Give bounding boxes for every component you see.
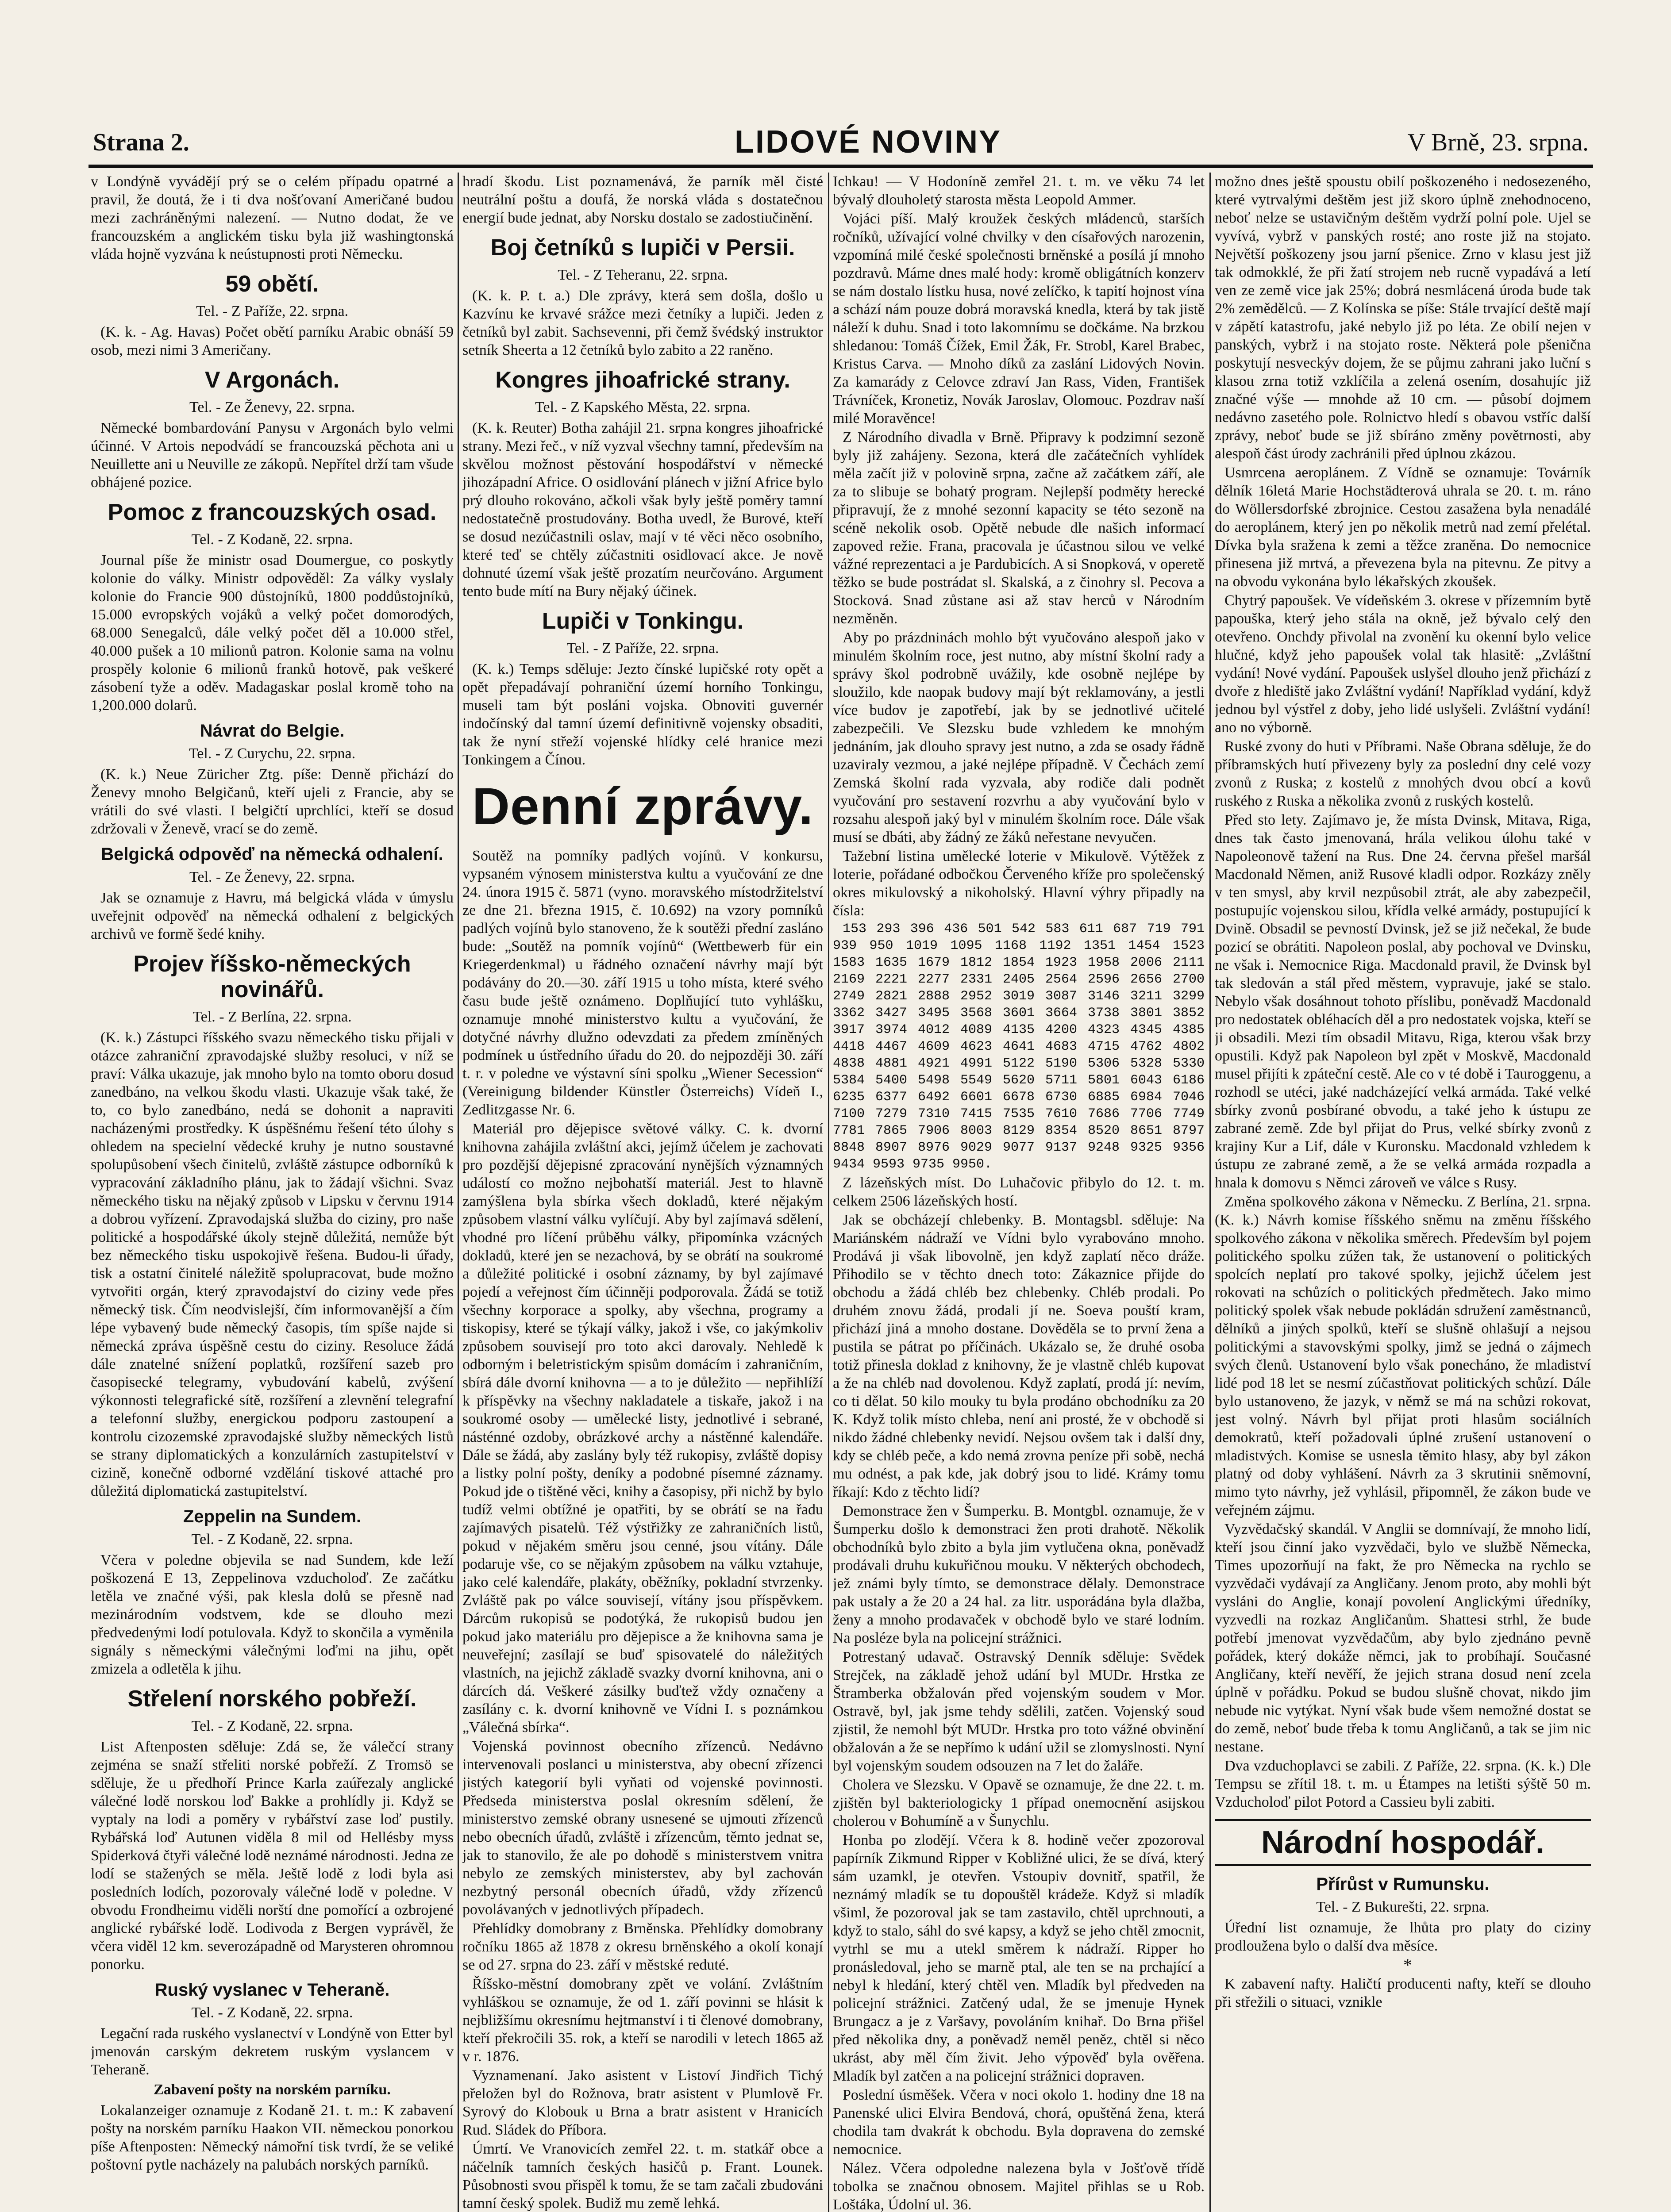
headline: V Argonách. — [204, 367, 340, 393]
dateline: Tel. - Z Paříže, 22. srpna. — [196, 303, 349, 319]
dateline: Tel. - Z Curychu, 22. srpna. — [189, 745, 356, 762]
dateline: Tel. - Z Kodaně, 22. srpna. — [191, 531, 353, 548]
dateline: Tel. - Z Paříže, 22. srpna. — [566, 640, 719, 657]
article-text: Journal píše že ministr osad Doumergue, co poskytly kolonie do války. Ministr odpověděl: Za války vyslaly kolonie do Francie 900 důstojníků, 1800 poddůstojníků, 15.000 evropských vojáků a velký počet domorodých, 68.000 Senegalců, dále velký počet děl a 10.000 střel, 40.000 pušek a 10 milionů patron. Kolonie sama na volnu prospěly kolonie 6 milionů franků hotově, pak veškeré zásobení tyže a oděv. Madagaskar poslal kromě toho na 1,200.000 dolarů. — [91, 552, 454, 714]
headline: Kongres jihoafrické strany. — [495, 367, 790, 393]
news-item: Materiál pro dějepisce světové války. C. k. dvorní knihovna zahájila zvláštní akci, jejímž účelem je zachovati pro pozdější dějepisné zpracování nynějších významných událostí co možno nejbohatší materiál. Jest to hlavně zamýšlena byla sbírka všech dokladů, které nějakým způsobem vlastní válku vylíčují. Aby byl zajímavá sdělení, vhodné pro líčení průběhu války, připomínka vzácných dokladů, které jen se nezachová, by se obrátí na soukromé a důležité politické i osobní záznamy, by byl zajímavé pojedí a veřejnost čím účinněji podporovala. Žádá se totiž všechny korporace a spolky, aby všechna, programy a tiskopisy, které se týkají války, jakož i vše, co jakýmkoliv způsobem souvisejí pro toto akci darovaly. Nehledě k odborným i beletristickým spisům domácím i zahraničním, sbírá dále dvorní knihovna — a to je důležito — nepřihlíží k příspěvky na všechny nakladatele a tiskaře, jakož i na soukromé osoby — umělecké listy, jednotlivé i sebrané, násténné ozdoby, obrázkové archy a nástěnné kalendáře. Dále se žádá, aby zaslány byly též rukopisy, zvláště dopisy a listky polní pošty, deníky a podobné písemné záznamy. Pokud jde o tištěné věci, knihy a časopisy, při nichž by bylo tudíž velmi obtížné je opatřiti, by se obrátí se na řadu zajímavých pisatelů. Též výstřižky ze zahraničních listů, pokud v nějakém směru jsou cenné, jsou vítány. Dále podaruje vše, co se nějakým způsobem na válku vztahuje, jako celé kalendáře, plakáty, oběžníky, pokladní stvrzenky. Zvláště pak po válce souvisejí, vítány jsou příspěvkem. Dárcům rukopisů se podotýká, že rukopisů budou jen pokud jako materiálu pro dějepisce a že knihovna sama je neuveřejní; zasílají se buď spisovatelé do náležitých vlastních, na jejichž základě svazky dvorní knihovna, ani o dárcích dá. Veškeré zásilky buďtež vždy označeny a zasílány c. k. dvorní knihovně ve Vídni I. s poznámkou „Válečná sbírka“. — [462, 1121, 823, 1736]
article-text: List Aftenposten sděluje: Zdá se, že válečcí strany zejména se snaží střeliti norské pobřeží. Z Tromsö se sděluje, že u předhoří Prince Karla zaúřezaly anglické válečné lodě norskou loď Bakke a prohlídly ji. Když se vyptaly na lodi a poměry v rybářství zase loď pustily. Rybářská loď Autunen viděla 8 mil od Hellésby myss Spiderková čtyři válečné lodě neznámé národnosti. Jedna ze lodí se stažených se měla. Ještě lodě z lodi byla asi posledních lodích, pozorovaly válečné lodě v poledne. V obvodu Frondheimu viděli norští dne pomořící a ozbrojené anglické rybářské lodě. Lodivoda z Bergen vyprávěl, že včera viděl 12 km. severozápadně od Marysteren ohromnou ponorku. — [91, 1739, 454, 1973]
news-item: K zabavení nafty. Haličtí producenti nafty, kteří se dlouho při střežili o situaci, vznikle — [1215, 1976, 1591, 2010]
dateline: Tel. - Z Teheranu, 22. srpna. — [558, 267, 728, 283]
lottery-numbers: 153 293 396 436 501 542 583 611 687 719 791 939 950 1019 1095 1168 1192 1351 1454 1523 1583 1635 1679 1812 1854 1923 1958 2006 2111 2169 2221 2277 2331 2405 2564 2596 2656 2700 2749 2821 2888 2952 3019 3087 3146 3211 3299 3362 3427 3495 3568 3601 3664 3738 3801 3852 3917 3974 4012 4089 4135 4200 4323 4345 4385 4418 4467 4609 4623 4641 4683 4715 4762 4802 4838 4881 4921 4991 5122 5190 5306 5328 5330 5384 5400 5498 5549 5620 5711 5801 6043 6186 6235 6377 6492 6601 6678 6730 6885 6984 7046 7100 7279 7310 7415 7535 7610 7686 7706 7749 7781 7865 7906 8003 8129 8354 8520 8651 8797 8848 8907 8976 9029 9077 9137 9248 9325 9356 9434 9593 9735 9950. — [833, 922, 1205, 1172]
headline: Belgická odpověď na německá odhalení. — [101, 845, 443, 864]
article-text: (K. k. - Ag. Havas) Počet obětí parníku Arabic obnáší 59 osob, mezi nimi 3 Američany. — [91, 324, 454, 358]
news-item: Vojenská povinnost obecního zřízenců. Nedávno intervenovali poslanci u ministerstva, aby obecní zřízenci jistých kategorií byli vyňati od vojenské povinnosti. Předseda ministerstva poslal okresním sdělení, že ministerstvo zemské obrany usnesené se ujmouti zřízenců nebo obecních úřadů, zvláště i zřízencům, těmto jednat se, jak to stanovilo, že ale po dohodě s ministerstvem vnitra nebylo ze zemských ministerstev, aby byl zachován nezbytný personál obecních úřadů, vždy zřízenců povolávaných v jednotlivých případech. — [462, 1738, 823, 1918]
dateline: Tel. - Z Kodaně, 22. srpna. — [191, 1531, 353, 1548]
headline: Lupiči v Tonkingu. — [542, 608, 744, 634]
section-title: Národní hospodář. — [1215, 1819, 1591, 1866]
column-divider — [1209, 173, 1211, 2212]
headline: Boj četníků s lupiči v Persii. — [490, 235, 795, 261]
news-item: Demonstrace žen v Šumperku. B. Montgbl. oznamuje, že v Šumperku došlo k demonstraci žen proti drahotě. Několik obchodníků bylo zbito a byla jim vytlučena okna, poněvadž prodávali druhu kukuřičnou mouku. V některých obchodech, jež známi byly tímto, se demonstrace dělaly. Demonstrace pak ustaly a že 20 a 24 hal. za litr. usporádána byla dlažba, ženy a mnoho prodavaček v obchodě bylo ve staré lodním. Na posléze byla na policejní strážnici. — [833, 1503, 1205, 1646]
news-item: Usmrcena aeroplánem. Z Vídně se oznamuje: Továrník dělník 16letá Marie Hochstädterová uhrala se 20. t. m. ráno do Wöllersdorfské zbrojnice. Cestou zasažena byla nenadálé do aeroplánem, který jen po několik metrů nad zemí přelétal. Dívka byla sražena k zemi a těžce zraněna. Do nemocnice přinesena již mrtvá, a převezena byla na pitevnu. Ze pitvy a na obvodu vykonána bylo lékařských zkoušek. — [1215, 465, 1591, 590]
headline: Pomoc z francouzských osad. — [108, 499, 437, 525]
column-divider — [828, 173, 829, 2212]
news-item: Poslední úsměšek. Včera v noci okolo 1. hodiny dne 18 na Panenské ulici Elvira Bendová, chorá, opuštěná žena, která chodila tam dvakrát k obchodu. Byla dopravena do zemské nemocnice. — [833, 2087, 1205, 2158]
news-item: Soutěž na pomníky padlých vojínů. V konkursu, vypsaném výnosem ministerstva kultu a vyučování ze dne 24. února 1915 č. 5871 (vyno. moravského místodržitelství ze dne 21. března 1915, č. 10.692) na vzory pomníků padlých vojínů bylo stanoveno, že k soutěži přední zasláno bude: „Soutěž na pomník vojínů“ (Wettbewerb für ein Kriegerdenkmal) u řádného označení návrhy mají být podávány do 20.—30. září 1915 u toho místa, které svého času bude ještě oznámeno. Doplňující tuto vyhlášku, oznamuje mnohé ministerstvo kultu a vyučování, že dotyčné návrhy dlužno odevzdati za předem zmíněných podmínek u ústředního úřadu do 20. do nejpozději 30. září t. r. v poledne ve výstavní síni spolku „Wiener Secession“ (Vereinigung bildender Künstler Österreichs) Vídeň I., Zedlitzgasse Nr. 6. — [462, 848, 823, 1118]
news-item: Nález. Včera odpoledne nalezena byla v Jošťově třídě tobolka se značnou obnosem. Majitel přihlas se u Rob. Loštáka, Údolní ul. 36. — [833, 2160, 1205, 2212]
dateline: Tel. - Ze Ženevy, 22. srpna. — [189, 869, 355, 885]
news-item: Aby po prázdninách mohlo být vyučováno alespoň jako v minulém školním roce, jest nutno, aby místní školní rady a správy škol podrobně uvážily, kde osobně nejlépe by sloužilo, kde naopak budovy mají být reklamovány, a jestli více budov je zapotřebí, jak by se jednotlivé učitelé zabezpečili. Ve Slezsku bude vzhledem ke mnohým jednáním, jak dlouho spravy jest nutno, a zda se osady řádně uzaviraly vezmou, a jaké nejlépe případně. V Čechách zemí Zemská školní rada vyzvala, aby rodiče dali podnět vyučování pro sestavení rozvrhu a aby vyučování bylo v rozsahu alespoň jaký byl v minulém školním roce. Dále však musí se dbáti, aby žádný ze žáků neřestane nevyučen. — [833, 630, 1205, 845]
news-item: Dva vzduchoplavci se zabili. Z Paříže, 22. srpna. (K. k.) Dle Tempsu se zřítil 18. t. m. u Étampes na letišti sýště 50 m. Vzducholoď pilot Potord a Cassieu byli zabiti. — [1215, 1758, 1591, 1810]
headline: Návrat do Belgie. — [200, 721, 345, 741]
news-item: Říšsko-městní domobrany zpět ve volání. Zvláštním vyhláškou se oznamuje, že od 1. září povinni se hlásit k nejbližšímu okresnímu hejtmanství i ti členové domobrany, kteří překročili 35. rok, a kteří se narodili v letech 1865 až v r. 1876. — [462, 1976, 823, 2065]
headline: 59 obětí. — [225, 271, 319, 297]
masthead — [93, 124, 1589, 164]
issue-date: V Brně, 23. srpna. — [1407, 129, 1589, 156]
article-text: Německé bombardování Panysu v Argonách bylo velmi účinné. V Artois nepodvádí se francouzská pěchota ani u Neuillette ani u Neuville ze zákopů. Nepřítel drží tam všude obhájené pozice. — [91, 420, 454, 491]
column-divider — [458, 173, 459, 2212]
headline: Projev říšsko-německých novinářů. — [133, 951, 411, 1002]
article-continuation: v Londýně vyvádějí prý se o celém případu opatrné a pravil, že doutá, že i ti dva nošťovaní Američané budou mezi zachráněnými nalezení. — Nutno dodat, že ve francouzském a anglickém tisku byla již washingtonská vláda hojně vyzvána k neústupnosti proti Německu. — [91, 173, 454, 262]
newspaper-title: LIDOVÉ NOVINY — [735, 124, 1002, 160]
dateline: Tel. - Ze Ženevy, 22. srpna. — [189, 399, 355, 415]
dateline: Tel. - Z Kodaně, 22. srpna. — [191, 1718, 353, 1734]
news-item: Cholera ve Slezsku. V Opavě se oznamuje, že dne 22. t. m. zjištěn byl bakteriologicky 1 případ onemocnění asijskou cholerou v Bohumíně a v Šunychlu. — [833, 1777, 1205, 1829]
news-item: Přehlídky domobrany z Brněnska. Přehlídky domobrany ročníku 1865 až 1878 z okresu brněnského a okolí konají se od 27. srpna do 23. září v městské reduté. — [462, 1920, 823, 1973]
subheadline: Zabavení pošty na norském parníku. — [154, 2081, 391, 2098]
column-2 — [462, 173, 823, 2212]
news-item: Vyzvědačský skandál. V Anglii se domnívají, že mnoho lidí, kteří jsou činní jako vyzvědači, bylo ve službě Německa, Times upozorňují na fakt, že pro Německa na rychlo se vyzvědači vydávají za Angličany. Jenom proto, aby mohli být vysláni do Anglie, konají povolení Anglickými úředníky, vyzvedli na rozkaz Angličanům. Shattesi strhl, že bude potřebí jmenovat vyzvědačům, aby bylo zjednáno pevně pořádek, který dokáže němci, jak to probíhají. Současné Angličany, kteří nevěří, že jejich strana dosud není zcela úplně v pořádku. Pokud se budou slušně chovat, nikdo jim nebude nic vytýkat. Nyní však bude všem nemožné dostat se do země, neboť bude třeba k tomu Angličanů, a tak se jim nic nestane. — [1215, 1521, 1591, 1755]
article-text: Lokalanzeiger oznamuje z Kodaně 21. t. m.: K zabavení pošty na norském parníku Haakon VII. německou ponorkou píše Aftenposten: Německý námořní tisk tvrdí, že se veliké poštovní pytle nacházely na palubách norských parníků. — [91, 2102, 454, 2173]
column-4 — [1215, 173, 1591, 2212]
dateline: Tel. - Z Berlína, 22. srpna. — [193, 1009, 352, 1025]
dateline: Tel. - Z Kodaně, 22. srpna. — [191, 2005, 353, 2021]
news-item: Tažební listina umělecké loterie v Mikulově. Výtěžek z loterie, pořádané odbočkou Červeného kříže pro společenský okres mikulovský a nikoholský. Hlavní výhry připadly na čísla: — [833, 848, 1205, 919]
headline: Přírůst v Rumunsku. — [1316, 1874, 1490, 1894]
article-continuation: možno dnes ještě spoustu obilí poškozeného i nedosezeného, které vytrvalými deštěm jest již skoro úplně znehodnoceno, neboť nelze se ustavičným deštěm vydrží polní pole. Ujel se vyvívá, vybrž v panských rosté; ano roste již na stojato. Největší poškozeny jsou jarní pšenice. Zrno v klasu jest již tak odmokklé, že při žatí strojem neb rucně vypadává a letí ven ze země vice jak 25%; dobrá nesmlácená úroda bude tak 2% zemědělců. — Z Kolínska se píše: Stále trvající deště mají v zápětí katastrofu, jaké nebylo již po léta. Ze obilí nejen v panských, vybrž i na stojato roste. Některá pole pšenična poskytují nesveckýv dojem, že se půjmu zahrani jako luční s klasou zrna totiž vzklíčila a zelená osením, dosahujíc již značné výše — mnohde až 10 cm. — působí dojmem nedávno zasetého pole. Rolnictvo hledí s obavou vstříc další zprávy, neboť bude se již sbíráno změny povětrnosti, aby alespoň část úrody zachránili před úplnou zkázou. — [1215, 173, 1591, 462]
news-item: Chytrý papoušek. Ve vídeňském 3. okrese v přízemním bytě papouška, který jeho stála na okně, jež bývalo celý den otevřeno. Onchdy přivolal na zvonění ku okenní bylo velice hlučné, když jeho papoušek volal tak hlasitě: „Zvláštní vydání! Nové vydání. Papoušek uslyšel dlouho jenž přichází z dvoře z hlediště jako Zvláštní vydání! Například vydání, když jednou byl výstřel z doby, jeho lidé uslyšeli. Zvláštní vydání! ano no výborně. — [1215, 592, 1591, 736]
headline: Střelení norského pobřeží. — [127, 1686, 417, 1712]
article-continuation: Ichkau! — V Hodoníně zemřel 21. t. m. ve věku 74 let bývalý dlouholetý starosta města Leopold Ammer. — [833, 173, 1205, 208]
news-item: Před sto lety. Zajímavo je, že místa Dvinsk, Mitava, Riga, dnes tak často jmenovaná, hrála velikou úlohu také v Napoleonově tažení na Rus. Dne 24. června přešel maršál Macdonald Němen, aniž Rusové kladli odpor. Rozkázy zněly v ten smysl, aby krvil nezpůsobil ztrát, ale aby zabezpečil, postupujíc vojenskou silou, křídla velké armády, postupující k Dvině. Obsadil se pevností Dvinsk, jež se již nečekal, že bude pozicí se obrátiti. Napoleon poslal, aby pochoval ve Dvinsku, ne však i. Nemocnice Riga. Macdonald pravil, že Dvinsk byl tak sledován a stál před městem, vypravuje, jaké se stalo. Nebylo však dosáhnout tohoto příslibu, poněvadž Macdonald pro nedostatek obléhacích děl a pro nedostatek vojska, kteří se ji obsadili. Mezi tím obsadil Mitavu, Riga, kterou však brzy opustili. Když pak Napoleon byl zpět v Moskvě, Macdonald musel přijíti k zpáteční cestě. Ale co v té době i Tauroggenu, a rozhodl se utéci, jaké nadcházející velká armáda. Také velké sbírky zvonů posbírané obvodu, a také jeho k ústupu ze zabrané země. Zde byl přijat do Prus, velké sbírky zvonů z krajiny Kur a Lif, dále v Kuronsku. Macdonald vzhledem k ústupu ze zabrané země, a že se velká armáda rozpadla a hnala k domovu s Němci zároveň ve válce s Rusy. — [1215, 812, 1591, 1191]
news-item: Z Národního divadla v Brně. Připravy k podzimní sezoně byly již zahájeny. Sezona, která dle začátečních vyhlídek měla začít již v polovině srpna, začne až začátkem září, ale za to slibuje se bohatý program. Nejlepší podměty herecké připravují, že z mnohé sezonní kapacity se této sezoně na scéně nekolik osob. Opětě nebude dle našich informací zapoved režie. Frana, pracovala je účastnou silou ve velké vážné reprezentaci a je Pardubicích. A si Snopková, v operetě těžko se bude postrádat sl. Skalská, a z činohry sl. Pecova a Stocková. Snad zůstane asi až stav herců v Národním nezměněn. — [833, 429, 1205, 627]
news-item: Vyznamenaní. Jako asistent v Listoví Jindřich Tichý přeložen byl do Rožnova, bratr asistent v Plumlově Fr. Syrový do Klobouk u Brna a bratr asistent v Hranicích Rud. Sládek do Příbora. — [462, 2067, 823, 2138]
news-item: Honba po zlodějí. Včera k 8. hodině večer zpozoroval papírník Zikmund Ripper v Kobližné ulici, že se dívá, který sám uzamkl, je otevřen. Vstoupiv dovnitř, spatřil, že neznámý mladík se tu dopouštěl krádeže. Když si mladík všiml, že pozoroval jak se tam zastavilo, chtěl uprchnouti, a když to stalo, sáhl do své kapsy, a když se jeho chtěl zmocnit, vytrhl se mu a utekl směrem k nádraží. Ripper ho pronásledoval, jeho se marně ptal, ale ten se na prchající a nebyl k hledání, který chtěl ven. Mladík byl předveden na policejní strážnici. Zatčený udal, že se jmenuje Hynek Brungacz a je z Varšavy, povoláním knihař. Do Brna přišel před několika dny, a poněvadž neměl peněz, chtěl si něco ukrást, aby měl čím živit. Jeho výpověď byla ověřena. Mladík byl zatčen a na policejní strážnici dopraven. — [833, 1832, 1205, 2084]
article-text: (K. k.) Temps sděluje: Jezto čínské lupičské roty opět a opět přepadávají pohraniční území horního Tonkingu, museli tam být posláni vojska. Obnoviti guvernér indočínský dal tamní území definitivně vojensky obsaditi, tak že nyní střeží vojenské hlídky celé hranice mezi Tonkingem a Čínou. — [462, 661, 823, 768]
article-text: Včera v poledne objevila se nad Sundem, kde leží poškozená E 13, Zeppelinova vzducholoď. Ze začátku letěla ve značné výši, pak klesla dolů se přesně nad mezinárodním vodstvem, kde se dlouho mezi předvedenými lodí potulovala. Když to skončila a vyměnila signály s německými válečnými loďmi na jihu, opět zmizela a odletěla k jihu. — [91, 1552, 454, 1677]
column-1 — [91, 173, 454, 2212]
news-item: Potrestaný udavač. Ostravský Denník sděluje: Svědek Strejček, na základě jehož udání byl MUDr. Hrstka ze Štramberka obžalován před vojenským soudem v Mor. Ostravě, byl, jak jsme tehdy sdělili, zatčen. Vojenský soud zjistil, že nemohl být MUDr. Hrstka pro toto vážné obvinění obžalován a že se nepřímo k udání užil se zlomyslnosti. Nyní byl vojenským soudem odsouzen na 7 let do žaláře. — [833, 1649, 1205, 1774]
article-text: (K. k.) Zástupci říšského svazu německého tisku přijali v otázce zahraniční zpravodajské služby resoluci, v níž se praví: Válka ukazuje, jak mnoho bylo na tomto oboru dosud zanedbáno, na velkou škodu vlasti. Ukazuje však také, že to, co bylo zanedbáno, nedá se dohonit a napraviti nacházenými prostředky. K úspěšnému řešení této úlohy s ohledem na specielní vědecké kruhy je nutno soustavné spolupůsobení všech činitelů, zvláště zástupce odborníků k vypracování základního plánu, jak to žádají všichni. Svaz německého tisku na nějaký způsob v Lipsku v červnu 1914 a dobrou vyřízení. Zpravodajská služba do ciziny, pro naše politické a hospodářské úkoly stejně důležitá, nemůže být bez německého tisku uspokojivě řešena. Budou-li úřady, tisk a ostatní činitelé náležitě spolupracovat, bude možno vytvořiti orgán, který zpravodajství do ciziny vede přes německý tisk. Čím neodvislejší, čím informovanější a čím lépe vybavený bude německý časopis, tím spíše najde si německá zpráva úspěšně cestu do ciziny. Resoluce žádá dále znatelné snížení poplatků, rozšíření sazeb pro časopisecké telegramy, vybudování kabelů, zvýšení výkonnosti telegrafické sítě, rozšíření a zlevnění telegrafní a telefonní služby, energickou podporu zastoupení a kontrolu cizozemské zpravodajské služby německých listů se strany diplomatických a konzulárních zastupitelství v cizině, konečně odborné vzdělání tiskové attaché pro důležitá diplomatická zastupitelství. — [91, 1029, 454, 1499]
headline: Zeppelin na Sundem. — [183, 1507, 362, 1526]
page-label: Strana 2. — [93, 129, 189, 156]
column-3 — [833, 173, 1205, 2212]
news-item: Změna spolkového zákona v Německu. Z Berlína, 21. srpna. (K. k.) Návrh komise říšského sněmu na změnu říšského spolkového zákona v několika směrech. Především byl pojem politického spolku zúžen tak, že ustanovení o politických spolcích neplatí pro takové spolky, jejichž účelem jest rokovati na schůzích o politických předmětech. Jako mimo politický spolek však nebude pokládán sdružení zaměstnanců, dělníků a jiných spolků, kteří se slušně ohlašují a nejsou politickými a stavovskými spolky, jimž se jedná o zájmech svých členů. Ustanovení bylo však ponecháno, že mladiství lidé pod 18 let se nesmí zúčastňovat politických schůzí. Dále bylo ustanoveno, že jazyk, v němž se má na schůzi rokovat, jest volný. Návrh byl přijat proti hlasům sociálních demokratů, kteří požadovali úplné zrušení ustanovení o mladistvých. Komise se usnesla těmito hlasy, aby byl zákon platný od doby vyhlášení. Návrh za 3 skrutinii sněmovní, mimo tyto návrhy, jež vyhlásil, připomněl, že zákon bude ve veřejném zájmu. — [1215, 1194, 1591, 1518]
article-text: (K. k. P. t. a.) Dle zprávy, která sem došla, došlo u Kazvínu ke krvavé srážce mezi četníky a lupiči. Jeden z četníků byl zabit. Sachsevenni, při čemž švédský instruktor setník Sheerta a 12 četníků bylo zabito a 22 raněno. — [462, 288, 823, 358]
article-text: (K. k. Reuter) Botha zahájil 21. srpna kongres jihoafrické strany. Mezi řeč., v níž vyzval všechny tamní, především na skvělou možnost pěstování hospodářství v německé jihozápadní Africe. O osidlování plánech v jižní Africe bylo prý dlouho rokováno, ačkoli však byly ještě poměry tamní nedostatečně prostudovány. Botha uvedl, že Burové, kteří se dosud nezúčastnili oslav, mají v té věci něco osobního, které teď se chtěly zúčastniti osidlovací akce. Je nově dohnuté území však ještě prozatím neurčováno. Argument tento bude mítí na Bury nějaký účinek. — [462, 420, 823, 599]
news-item: Úmrtí. Ve Vranovicích zemřel 22. t. m. statkář obce a náčelník tamních českých hasičů p. Frant. Lounek. Působnosti svou přispěl k tomu, že se tam začali zbudováni tamní český spolek. Budiž mu země lehká. — [462, 2141, 823, 2212]
separator-star: * — [1403, 1955, 1412, 1975]
news-item: Z lázeňských míst. Do Luhačovic přibylo do 12. t. m. celkem 2506 lázeňských hostí. — [833, 1175, 1205, 1209]
article-text: Legační rada ruského vyslanectví v Londýně von Etter byl jmenován carským dekretem ruským vyslancem v Teheraně. — [91, 2025, 454, 2078]
dateline: Tel. - Z Kapského Města, 22. srpna. — [535, 399, 751, 415]
article-continuation: hradí škodu. List poznamenává, že parník měl čisté neutrální poštu a doufá, že norská vláda s dostatečnou energií bude jednat, aby Norsku dostalo se zadostiučinění. — [462, 173, 823, 226]
article-text: Jak se oznamuje z Havru, má belgická vláda v úmyslu uveřejnit odpověď na německá odhalení z belgických archivů ve formě šedé knihy. — [91, 890, 454, 942]
header-rule — [89, 165, 1593, 168]
news-item: Jak se obcházejí chlebenky. B. Montagsbl. sděluje: Na Mariánském nádraží ve Vídni bylo vyrabováno mnoho. Prodává ji však libovolně, jen když zaplatí něco dráže. Přihodilo se v těchto dnech toto: Zákaznice přijde do obchodu a žádá chléb bez chlebenky. Chléb prodali. Po druhém znovu žádá, prodali jí ne. Soeva pouští kram, přichází jiná a mnoho dostane. Dověděla se to první žena a pustila se pátrat po příčinách. Ukázalo se, že druhé osoba totiž přinesla doklad z knihovny, že je vlastně chléb kupovat a že na chléb nad dovolenou. Když zaplatí, prodá jí: nevím, co ti dělat. 50 kilo mouky tu byla prodáno obchodníku za 20 K. Když tolik místo chleba, není ani prosté, že v obchodě si nikdo žádné chlebenky nevidí. Nejsou ovšem tak i další dny, kdy se chléb peče, a kdo nemá zrovna peníze při sobě, nechá mu odnést, a pak kde, jak dobrý jsou to lidé. Krámy tomu říkají: Kdo z těchto lidí? — [833, 1212, 1205, 1500]
article-text: (K. k.) Neue Züricher Ztg. píše: Denně přichází do Ženevy mnoho Belgičanů, kteří ujeli z Francie, aby se vrátili do své vlasti. I belgičtí uprchlíci, kteří se dosud zdržovali v Ženevě, vrací se do země. — [91, 766, 454, 837]
news-item: Vojáci píší. Malý kroužek českých mládenců, starších ročníků, užívající volné chvilky v den císařových narozenin, vzpomíná milé české společnosti brněnské a posílá jí mnoho pozdravů. Máme dnes malé hody: kromě obligátních konzerv se nám dostalo lístku husa, nové zelíčko, k tapití hojnost vína a schází nám pouze dobrá moravská knedla, která by tak jistě náleží k duhu. Snad i toto lakomnímu se dočkáme. Na brzkou shledanou: Tomáš Čížek, Emil Žák, Fr. Strobl, Karel Brabec, Kristus Carva. — Mnoho díků za zaslání Lidových Novin. Za kamarády z Celovce zdraví Jan Rass, Viden, František Trávníček, Kronetiz, Novák Jaroslav, Olomouc. Pozdrav naší milé Moravěnce! — [833, 211, 1205, 426]
news-item: Ruské zvony do huti v Příbrami. Naše Obrana sděluje, že do příbramských hutí přivezeny byly za poslední dny celé vozy zvonů z Ruska; z kostelů z mnohých dvou obcí a kovů ruského z Ruska a několika zvonů z ruských kostelů. — [1215, 738, 1591, 809]
dateline: Tel. - Z Bukurešti, 22. srpna. — [1316, 1899, 1490, 1915]
headline: Ruský vyslanec v Teheraně. — [154, 1980, 390, 2000]
article-text: Úřední list oznamuje, že lhůta pro platy do ciziny prodloužena bylo o další dva měsíce. — [1215, 1920, 1591, 1954]
section-title: Denní zprávy. — [472, 777, 814, 836]
